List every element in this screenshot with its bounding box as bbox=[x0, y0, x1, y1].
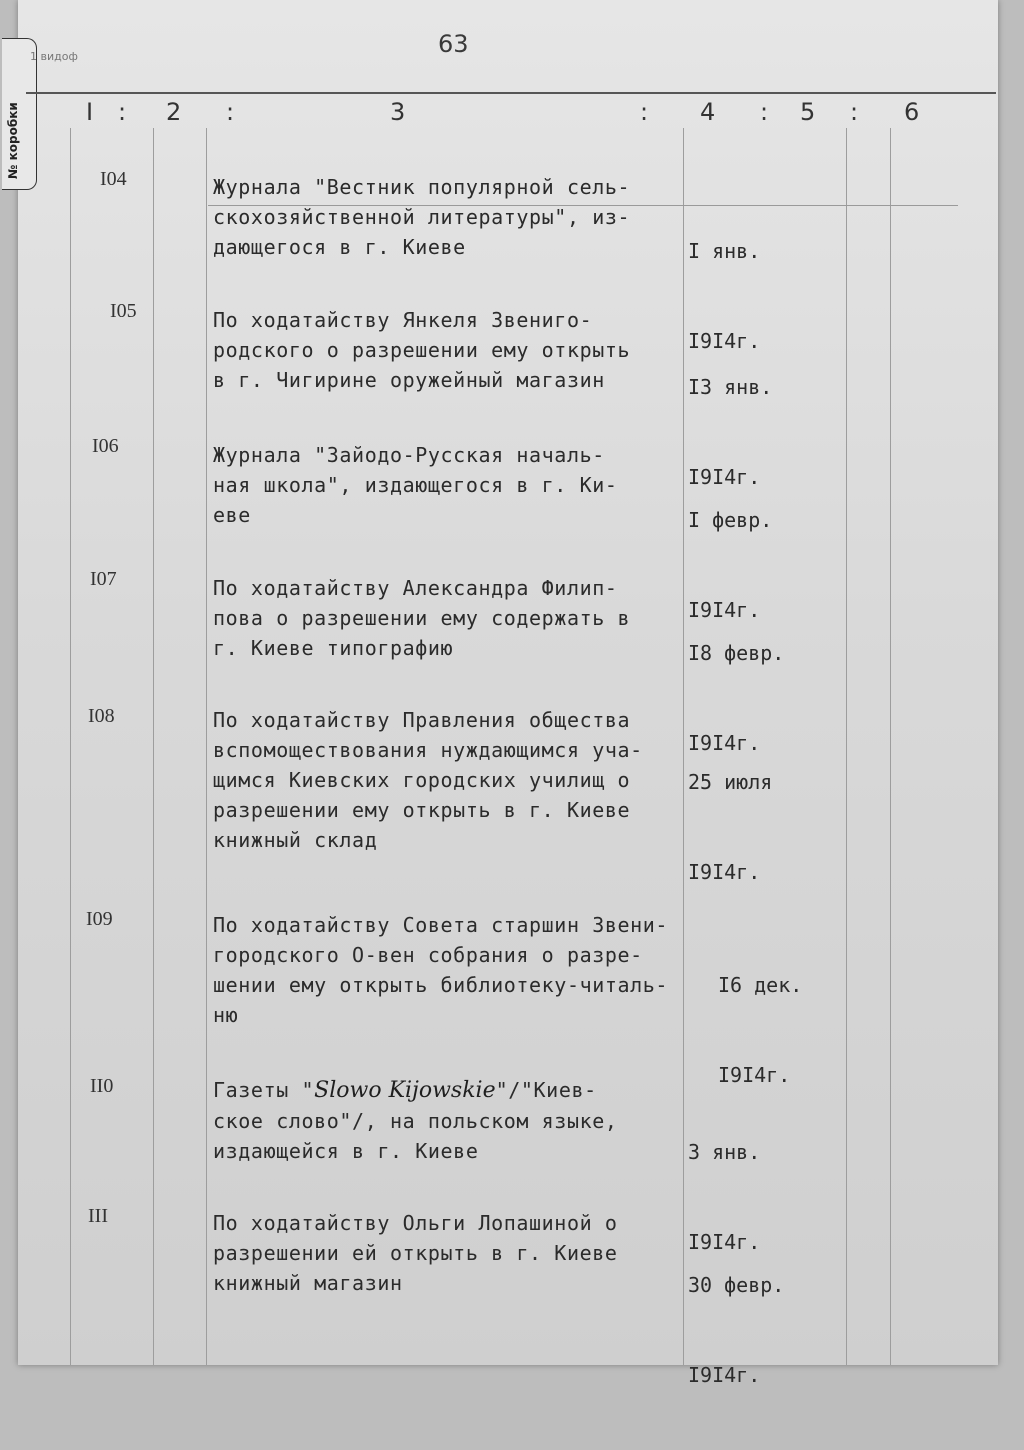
entry-line: ню bbox=[213, 1003, 239, 1027]
date-day: I3 янв. bbox=[688, 375, 773, 399]
entry-title bbox=[213, 705, 693, 855]
entry-line: вспомоществования нуждающимся уча- bbox=[213, 738, 643, 762]
date-day: I янв. bbox=[688, 239, 761, 263]
date-year: I9I4г. bbox=[688, 1363, 761, 1387]
page-number: 63 bbox=[438, 30, 469, 58]
entry-number: I08 bbox=[88, 705, 115, 727]
column-6-header: 6 bbox=[904, 98, 920, 126]
date-year: I9I4г. bbox=[688, 1230, 761, 1254]
entry-line: По ходатайству Янкеля Звениго- bbox=[213, 308, 593, 332]
column-rule bbox=[153, 128, 154, 1365]
entry-title bbox=[213, 440, 693, 530]
entry-number: I07 bbox=[90, 568, 117, 590]
entry-line: издающейся в г. Киеве bbox=[213, 1139, 479, 1163]
column-separator: : bbox=[226, 98, 235, 126]
entry-line: еве bbox=[213, 503, 251, 527]
column-4-header: 4 bbox=[700, 98, 716, 126]
entry-line: По ходатайству Правления общества bbox=[213, 708, 631, 732]
entry-line: г. Киеве типографию bbox=[213, 636, 454, 660]
entry-title bbox=[213, 573, 693, 663]
date-day: 30 февр. bbox=[688, 1273, 785, 1297]
entry-line: щимся Киевских городских училищ о bbox=[213, 768, 631, 792]
entry-line: дающегося в г. Киеве bbox=[213, 235, 466, 259]
date-day: I февр. bbox=[688, 508, 773, 532]
column-rule bbox=[70, 128, 71, 1365]
entry-line: книжный магазин bbox=[213, 1271, 403, 1295]
entry-line: Журнала "Зайодо-Русская началь- bbox=[213, 443, 605, 467]
date-day: I6 дек. bbox=[718, 973, 803, 997]
date-year: I9I4г. bbox=[688, 329, 761, 353]
entry-title bbox=[213, 172, 693, 262]
handwritten-newspaper-name: Slowo Kijowskie bbox=[314, 1078, 496, 1103]
date-day: 25 июля bbox=[688, 770, 773, 794]
entry-title bbox=[213, 1208, 693, 1298]
entry-line: книжный склад bbox=[213, 828, 378, 852]
header-rule bbox=[26, 92, 996, 94]
box-number-label: № коробки bbox=[6, 102, 20, 179]
entry-date bbox=[688, 1210, 784, 1450]
column-2-header: 2 bbox=[166, 98, 182, 126]
entry-line: По ходатайству Александра Филип- bbox=[213, 576, 618, 600]
column-rule bbox=[206, 128, 207, 1365]
entry-line: ная школа", издающегося в г. Ки- bbox=[213, 473, 618, 497]
date-year: I9I4г. bbox=[688, 731, 761, 755]
date-year: I9I4г. bbox=[688, 598, 761, 622]
entry-line: шении ему открыть библиотеку-читаль- bbox=[213, 973, 669, 997]
entry-title bbox=[213, 910, 713, 1030]
entry-number: II0 bbox=[90, 1075, 114, 1097]
document-page bbox=[6, 0, 998, 1387]
entry-line: По ходатайству Ольги Лопашиной о bbox=[213, 1211, 618, 1235]
entry-number: III bbox=[88, 1205, 108, 1227]
entry-line: ское слово"/, на польском языке, bbox=[213, 1109, 618, 1133]
date-day: 3 янв. bbox=[688, 1140, 761, 1164]
entry-line: в г. Чигирине оружейный магазин bbox=[213, 368, 605, 392]
column-separator: : bbox=[640, 98, 649, 126]
column-rule bbox=[890, 128, 891, 1365]
entry-line-prefix: Газеты " bbox=[213, 1078, 315, 1102]
entry-line: пова о разрешении ему содержать в bbox=[213, 606, 631, 630]
date-day: I8 февр. bbox=[688, 641, 785, 665]
entry-title bbox=[213, 1075, 693, 1166]
column-separator: : bbox=[760, 98, 769, 126]
date-year: I9I4г. bbox=[688, 465, 761, 489]
entry-line: городского О-вен собрания о разре- bbox=[213, 943, 643, 967]
date-year: I9I4г. bbox=[688, 860, 761, 884]
entry-number: I05 bbox=[110, 300, 137, 322]
corner-note: 1 видоф bbox=[30, 50, 78, 63]
entry-number: I04 bbox=[100, 168, 127, 190]
entry-line: Журнала "Вестник популярной сель- bbox=[213, 175, 631, 199]
entry-number: I09 bbox=[86, 908, 113, 930]
column-separator: : bbox=[850, 98, 859, 126]
entry-line-suffix: "/"Киев- bbox=[495, 1078, 597, 1102]
entry-title bbox=[213, 305, 693, 395]
column-separator: : bbox=[118, 98, 127, 126]
column-rule bbox=[846, 128, 847, 1365]
entry-line bbox=[213, 1075, 693, 1106]
entry-line: скохозяйственной литературы", из- bbox=[213, 205, 631, 229]
entry-line: По ходатайству Совета старшин Звени- bbox=[213, 913, 669, 937]
entry-line: разрешении ему открыть в г. Киеве bbox=[213, 798, 631, 822]
column-1-header: I bbox=[86, 98, 94, 126]
entry-line: разрешении ей открыть в г. Киеве bbox=[213, 1241, 618, 1265]
entry-number: I06 bbox=[92, 435, 119, 457]
date-year: I9I4г. bbox=[718, 1063, 791, 1087]
column-3-header: 3 bbox=[390, 98, 406, 126]
entry-line: родского о разрешении ему открыть bbox=[213, 338, 631, 362]
column-5-header: 5 bbox=[800, 98, 816, 126]
